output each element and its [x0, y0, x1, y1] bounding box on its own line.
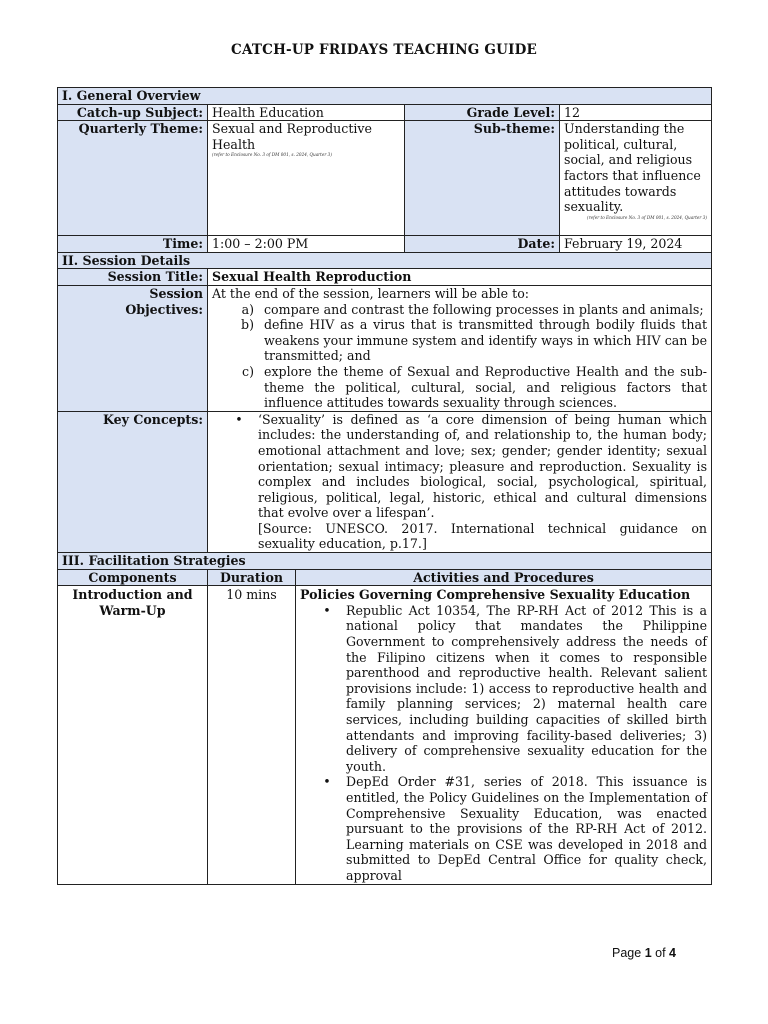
- objective-item: [212, 317, 707, 364]
- session-details-header-row: [58, 252, 712, 269]
- key-concepts-row: [58, 411, 712, 552]
- theme-value: Sexual and Reproductive Health: [212, 121, 372, 152]
- section-heading-session: II. Session Details: [58, 252, 712, 269]
- bullet-icon: •: [235, 411, 243, 427]
- page-of: of: [655, 946, 666, 960]
- objectives-cell: [208, 285, 712, 411]
- page-title: CATCH-UP FRIDAYS TEACHING GUIDE: [231, 42, 537, 58]
- time-row: [58, 236, 712, 253]
- theme-label: Quarterly Theme:: [58, 121, 208, 236]
- time-value: 1:00 – 2:00 PM: [208, 236, 405, 253]
- page-prefix: Page: [612, 946, 642, 960]
- objective-marker: b): [241, 317, 254, 333]
- activity-item: [300, 774, 707, 883]
- activity-list: [300, 603, 707, 884]
- page-number: [612, 946, 676, 960]
- column-header-components: Components: [58, 569, 208, 586]
- objective-item: [212, 302, 707, 318]
- objective-text: compare and contrast the following processes in plants and animals;: [264, 301, 704, 317]
- grade-label: Grade Level:: [405, 104, 560, 121]
- theme-cell: [208, 121, 405, 236]
- facilitation-header-row: [58, 553, 712, 570]
- time-label: Time:: [58, 236, 208, 253]
- key-concepts-list: [212, 412, 707, 552]
- subtheme-label: Sub-theme:: [405, 121, 560, 236]
- facilitation-row: [58, 586, 712, 884]
- objectives-label-line2: Objectives:: [125, 301, 203, 317]
- subject-label: Catch-up Subject:: [58, 104, 208, 121]
- subtheme-value: Understanding the political, cultural, social, and religious factors that influence attitudes towards sexuality.: [564, 121, 701, 215]
- activity-item: [300, 603, 707, 775]
- activity-title: Policies Governing Comprehensive Sexuality Education: [300, 587, 691, 603]
- session-title-row: [58, 269, 712, 286]
- key-concept-source: [Source: UNESCO. 2017. International technical guidance on sexuality education, p.17.]: [258, 520, 708, 552]
- session-title-label: Session Title:: [58, 269, 208, 286]
- page-current: 1: [644, 946, 652, 960]
- key-concept-item: [212, 412, 707, 552]
- subtheme-cell: [560, 121, 712, 236]
- theme-reference: (refer to Enclosure No. 3 of DM 001, s. 2024, Quarter 3): [212, 152, 332, 158]
- activities-cell: [296, 586, 712, 884]
- facilitation-columns-row: [58, 569, 712, 586]
- date-label: Date:: [405, 236, 560, 253]
- objectives-label: [58, 285, 208, 411]
- component-cell: Introduction and Warm-Up: [58, 586, 208, 884]
- teaching-guide-table: [57, 87, 712, 885]
- page-total: 4: [669, 946, 676, 960]
- activity-text: DepEd Order #31, series of 2018. This issuance is entitled, the Policy Guidelines on the Implementation of Comprehensive Sexuality Education, was enacted pursuant to the provisions of the RP-RH Act of 2012. Learning materials on CSE was developed in 2018 and submitted to DepEd Central Office for quality check, approval: [346, 774, 708, 883]
- theme-row: [58, 121, 712, 236]
- section-heading-general: I. General Overview: [58, 88, 712, 105]
- subject-value: Health Education: [208, 104, 405, 121]
- objectives-list: [212, 302, 707, 411]
- objectives-label-line1: Session: [149, 285, 203, 301]
- section-heading-facilitation: III. Facilitation Strategies: [58, 553, 712, 570]
- subject-row: [58, 104, 712, 121]
- key-concepts-label: Key Concepts:: [58, 411, 208, 552]
- duration-cell: 10 mins: [208, 586, 296, 884]
- date-value: February 19, 2024: [560, 236, 712, 253]
- grade-value: 12: [560, 104, 712, 121]
- general-overview-header-row: [58, 88, 712, 105]
- column-header-duration: Duration: [208, 569, 296, 586]
- objectives-row: [58, 285, 712, 411]
- key-concept-body: [258, 412, 707, 552]
- bullet-icon: •: [323, 774, 331, 790]
- objective-marker: c): [242, 363, 254, 379]
- objective-text: define HIV as a virus that is transmitted through bodily fluids that weakens your immune system and identify ways in which HIV can be transmitted; and: [264, 317, 708, 364]
- session-title-value: Sexual Health Reproduction: [208, 269, 712, 286]
- key-concepts-cell: [208, 411, 712, 552]
- bullet-icon: •: [323, 602, 331, 618]
- objectives-intro: At the end of the session, learners will be able to:: [212, 285, 530, 301]
- key-concept-text: ‘Sexuality’ is defined as ‘a core dimension of being human which includes: the understanding of, and relationship to, the human body; emotional attachment and love; sex; gender; gender identity; sexual orientation; sexual intimacy; pleasure and reproduction. Sexuality is complex and includes biological, social, psychological, spiritual, religious, political, legal, historic, ethical and cultural dimensions that evolve over a lifespan’.: [258, 411, 708, 521]
- objective-marker: a): [241, 301, 254, 317]
- objective-item: [212, 364, 707, 411]
- activity-text: Republic Act 10354, The RP-RH Act of 2012 This is a national policy that mandates the Philippine Government to comprehensively address the needs of the Filipino citizens when it comes to responsible parenthood and reproductive health. Relevant salient provisions include: 1) access to reproductive health and family planning services; 2) maternal health care services, including building capacities of skilled birth attendants and improving facility-based deliveries; 3) delivery of comprehensive sexuality education for the youth.: [346, 602, 708, 774]
- objective-text: explore the theme of Sexual and Reproductive Health and the sub-theme the political, cultural, social, and religious factors that influence attitudes towards sexuality through sciences.: [264, 363, 708, 411]
- subtheme-reference: (refer to Enclosure No. 3 of DM 001, s. 2024, Quarter 3): [587, 214, 708, 220]
- column-header-activities: Activities and Procedures: [296, 569, 712, 586]
